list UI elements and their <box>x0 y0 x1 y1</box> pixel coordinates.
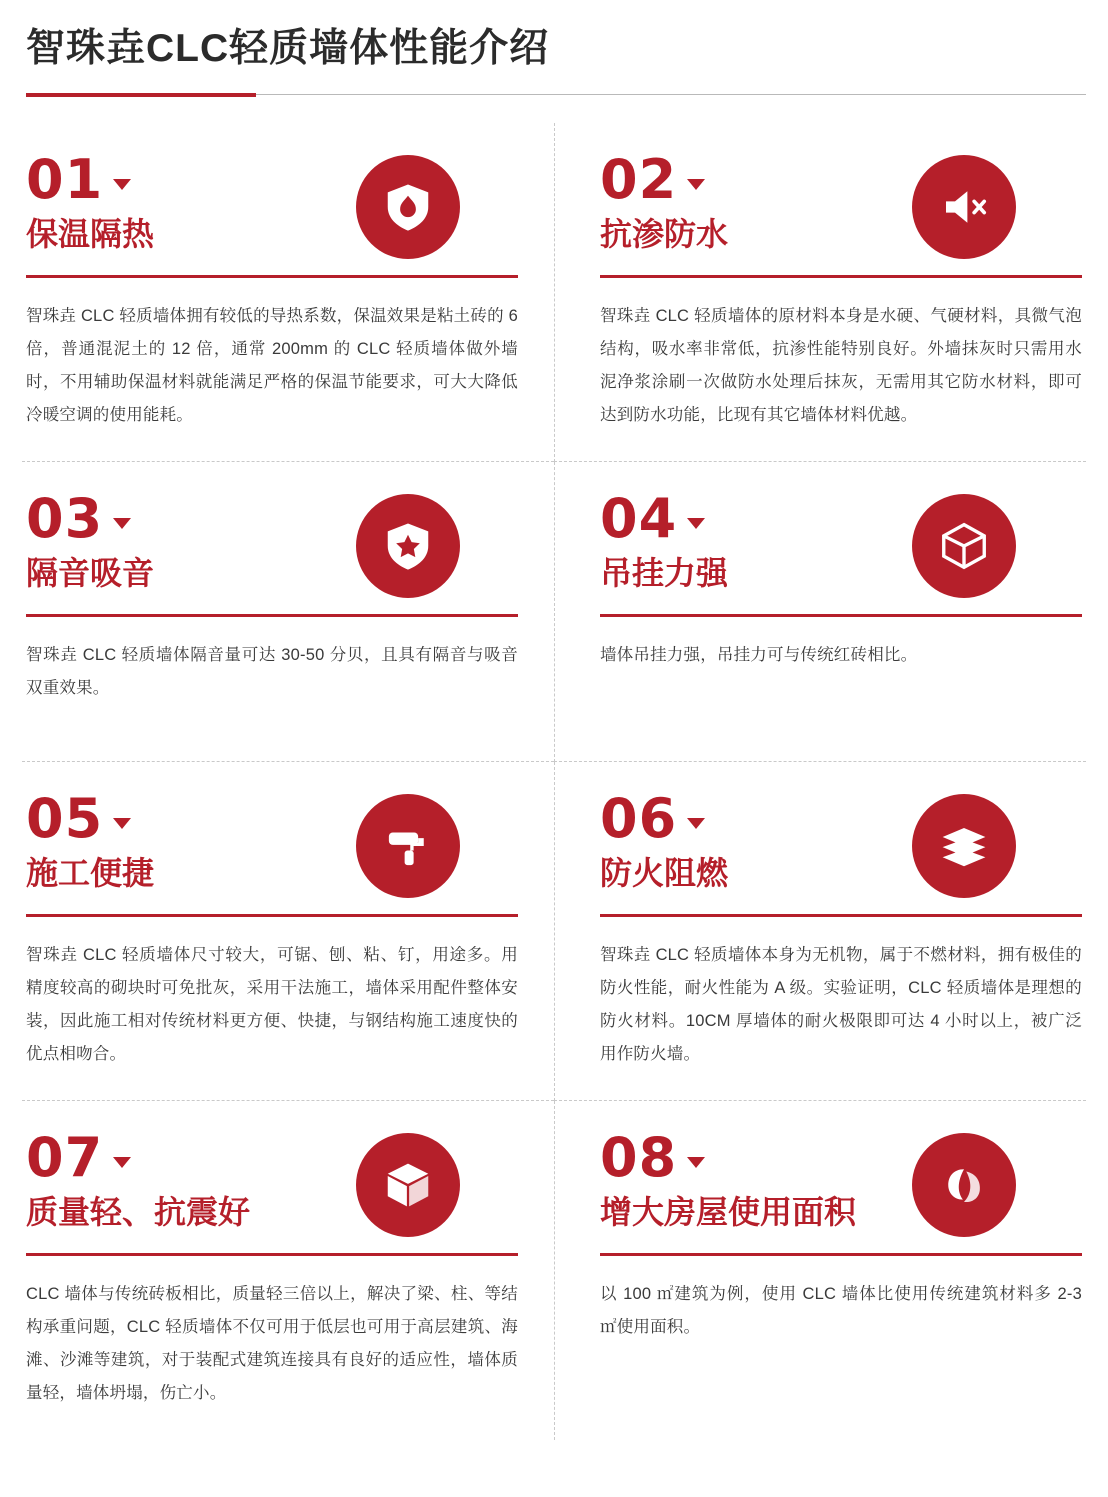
feature-card-top <box>600 788 1082 898</box>
feature-card <box>554 1101 1086 1440</box>
feature-title: 防火阻燃 <box>600 854 729 891</box>
feature-title: 质量轻、抗震好 <box>26 1193 251 1230</box>
feature-number-row <box>600 786 728 850</box>
chevron-down-icon <box>113 179 131 190</box>
feature-number: 02 <box>600 147 678 211</box>
header-divider <box>26 93 1086 97</box>
feature-title-rule <box>26 275 518 278</box>
cube-outline-icon <box>912 494 1016 598</box>
feature-card-top <box>26 149 518 259</box>
feature-card <box>22 762 554 1101</box>
chevron-down-icon <box>687 518 705 529</box>
feature-card <box>22 123 554 462</box>
feature-card-heading <box>26 488 154 592</box>
chevron-down-icon <box>113 518 131 529</box>
feature-card-top <box>26 788 518 898</box>
feature-card-heading <box>600 1127 856 1231</box>
feature-card-top <box>26 488 518 598</box>
page-header <box>22 22 1086 97</box>
feature-number-row <box>26 486 154 550</box>
feature-card-heading <box>600 788 728 892</box>
feature-card-heading <box>26 1127 250 1231</box>
feature-grid <box>22 123 1086 1440</box>
feature-title: 保温隔热 <box>26 215 155 252</box>
feature-title: 施工便捷 <box>26 854 155 891</box>
feature-title-rule <box>26 1253 518 1256</box>
feature-card <box>22 462 554 762</box>
leaf-icon <box>912 1133 1016 1237</box>
feature-number: 06 <box>600 786 678 850</box>
feature-number: 01 <box>26 147 104 211</box>
chevron-down-icon <box>113 818 131 829</box>
paint-roller-icon <box>356 794 460 898</box>
feature-title-rule <box>600 914 1082 917</box>
header-divider-accent <box>26 93 256 97</box>
feature-title: 吊挂力强 <box>600 554 729 591</box>
feature-number: 07 <box>26 1125 104 1189</box>
feature-text: 智珠垚 CLC 轻质墙体本身为无机物，属于不燃材料，拥有极佳的防火性能，耐火性能为 A 级。实验证明，CLC 轻质墙体是理想的防火材料。10CM 厚墙体的耐火极限即可达 4 小时以上，被广泛用作防火墙。 <box>600 945 1082 1063</box>
feature-title: 抗渗防水 <box>600 215 729 252</box>
chevron-down-icon <box>687 179 705 190</box>
feature-number: 03 <box>26 486 104 550</box>
feature-number-row <box>26 1125 250 1189</box>
feature-card-top <box>600 1127 1082 1237</box>
feature-text: 以 100 ㎡建筑为例，使用 CLC 墙体比使用传统建筑材料多 2-3 ㎡使用面积。 <box>600 1284 1082 1336</box>
feature-text: 智珠垚 CLC 轻质墙体拥有较低的导热系数，保温效果是粘土砖的 6 倍，普通混泥土的 12 倍，通常 200mm 的 CLC 轻质墙体做外墙时，不用辅助保温材料就能满足严格的保温节能要求，可大大降低冷暖空调的使用能耗。 <box>26 306 518 424</box>
feature-card-top <box>600 149 1082 259</box>
feature-card-top <box>26 1127 518 1237</box>
feature-card <box>554 123 1086 462</box>
feature-card-heading <box>600 149 728 253</box>
chevron-down-icon <box>687 818 705 829</box>
feature-title: 隔音吸音 <box>26 554 155 591</box>
feature-number-row <box>600 147 728 211</box>
feature-card <box>554 762 1086 1101</box>
feature-card-heading <box>26 788 154 892</box>
box-3d-icon <box>356 1133 460 1237</box>
feature-text: 智珠垚 CLC 轻质墙体隔音量可达 30-50 分贝，且具有隔音与吸音双重效果。 <box>26 645 518 697</box>
feature-title-rule <box>600 275 1082 278</box>
feature-text: 智珠垚 CLC 轻质墙体尺寸较大，可锯、刨、粘、钉，用途多。用精度较高的砌块时可免批灰，采用干法施工，墙体采用配件整体安装，因此施工相对传统材料更方便、快捷，与钢结构施工速度快的优点相吻合。 <box>26 945 518 1063</box>
speaker-mute-icon <box>912 155 1016 259</box>
feature-card <box>554 462 1086 762</box>
feature-title-rule <box>600 1253 1082 1256</box>
feature-title: 增大房屋使用面积 <box>600 1193 857 1230</box>
feature-card-top <box>600 488 1082 598</box>
feature-number: 04 <box>600 486 678 550</box>
feature-number: 08 <box>600 1125 678 1189</box>
feature-text: 墙体吊挂力强，吊挂力可与传统红砖相比。 <box>600 645 918 664</box>
feature-number: 05 <box>26 786 104 850</box>
feature-card-heading <box>26 149 154 253</box>
shield-star-icon <box>356 494 460 598</box>
chevron-down-icon <box>113 1157 131 1168</box>
feature-number-row <box>600 486 728 550</box>
feature-title-rule <box>26 614 518 617</box>
feature-card <box>22 1101 554 1440</box>
feature-text: 智珠垚 CLC 轻质墙体的原材料本身是水硬、气硬材料，具微气泡结构，吸水率非常低，抗渗性能特别良好。外墙抹灰时只需用水泥净浆涂刷一次做防水处理后抹灰，无需用其它防水材料，即可达到防水功能，比现有其它墙体材料优越。 <box>600 306 1082 424</box>
feature-number-row <box>600 1125 856 1189</box>
feature-text: CLC 墙体与传统砖板相比，质量轻三倍以上，解决了梁、柱、等结构承重问题，CLC 轻质墙体不仅可用于低层也可用于高层建筑、海滩、沙滩等建筑，对于装配式建筑连接具有良好的适应性，墙体质量轻，墙体坍塌，伤亡小。 <box>26 1284 518 1402</box>
layers-stack-icon <box>912 794 1016 898</box>
feature-number-row <box>26 786 154 850</box>
chevron-down-icon <box>687 1157 705 1168</box>
feature-title-rule <box>26 914 518 917</box>
page-title: 智珠垚CLC轻质墙体性能介绍 <box>26 27 550 70</box>
feature-card-heading <box>600 488 728 592</box>
shield-flame-icon <box>356 155 460 259</box>
feature-number-row <box>26 147 154 211</box>
feature-title-rule <box>600 614 1082 617</box>
